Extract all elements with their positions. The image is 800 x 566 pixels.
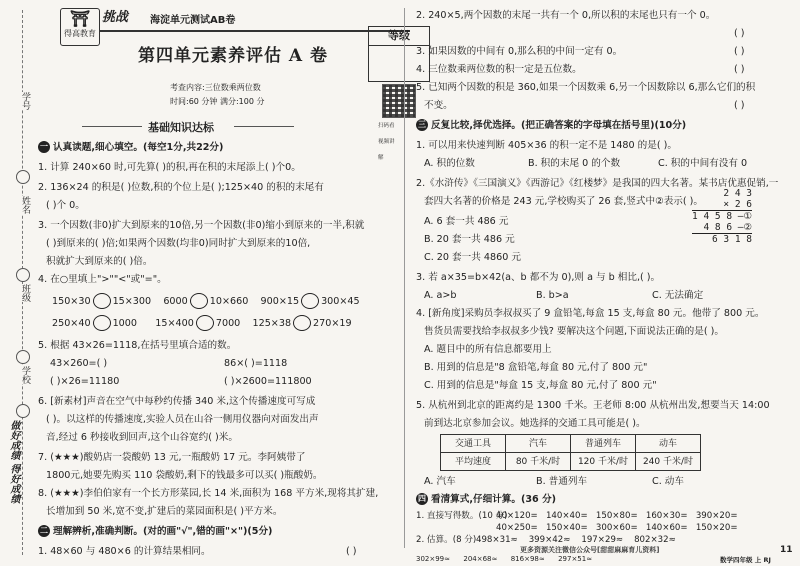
judge-1-answer[interactable]: ( ) bbox=[346, 546, 357, 557]
section-3-title: 反复比较,择优选择。(把正确答案的字母填在括号里)(10分) bbox=[431, 120, 687, 131]
section-2-header bbox=[38, 524, 272, 540]
exam-scope: 考查内容:三位数乘两位数 bbox=[170, 83, 261, 92]
choice-3-option-b[interactable]: B. b>a bbox=[536, 290, 569, 301]
question-5d: ( )×2600=111800 bbox=[224, 376, 312, 387]
margin-label-class: 班级 bbox=[14, 284, 30, 302]
section-badge: 二 bbox=[40, 526, 48, 535]
compare-expr: 150×30 bbox=[52, 296, 91, 307]
choice-1-option-a[interactable]: A. 积的位数 bbox=[424, 158, 475, 169]
calc-item[interactable]: 150×80= bbox=[595, 511, 638, 521]
section-1-header bbox=[38, 140, 223, 156]
question-8-cont: 长增加到 50 米,宽不变,扩建后的菜园面积是( )平方米。 bbox=[46, 506, 283, 517]
compare-expr: 15×300 bbox=[112, 296, 152, 307]
compare-expr: 7000 bbox=[215, 318, 241, 329]
mult-line: 6 3 1 8 bbox=[711, 234, 752, 245]
footer-subject: 数学四年级 上 RJ bbox=[720, 556, 771, 564]
question-1: 1. 计算 240×60 时,可先算( )的积,再在积的末尾添上( )个0。 bbox=[38, 162, 301, 173]
header-rule bbox=[100, 30, 410, 32]
mult-line: × 2 6 bbox=[692, 199, 752, 211]
question-2: 2. 136×24 的积是( )位数,积的个位上是( );125×40 的积的末尾有 bbox=[38, 182, 324, 193]
choice-5-cont: 前到达北京参加会议。她选择的交通工具可能是( )。 bbox=[424, 418, 646, 429]
compare-row-1 bbox=[52, 293, 360, 310]
compare-expr: 6000 bbox=[163, 296, 188, 307]
table-header-cell: 普通列车 bbox=[571, 435, 636, 453]
judge-2: 2. 240×5,两个因数的末尾一共有一个 0,所以积的末尾也只有一个 0。 bbox=[416, 10, 716, 21]
choice-4-option-c[interactable]: C. 用到的信息是"每盒 15 支,每盒 80 元,付了 800 元" bbox=[424, 380, 657, 391]
exam-time-score: 时间:60 分钟 满分:100 分 bbox=[170, 97, 265, 106]
estimate-item[interactable]: 297×51≈ bbox=[558, 555, 593, 563]
choice-4-option-b[interactable]: B. 用到的信息是"8 盒铅笔,每盒 80 元,付了 800 元" bbox=[424, 362, 648, 373]
choice-2-option-b[interactable]: B. 20 套一共 486 元 bbox=[424, 234, 515, 245]
qr-code[interactable] bbox=[382, 84, 416, 118]
question-4: 4. 在○里填上">""<"或"="。 bbox=[38, 274, 167, 285]
answer-circle[interactable] bbox=[293, 315, 311, 331]
section-2-title: 理解辨析,准确判断。(对的画"√",错的画"×")(5分) bbox=[53, 526, 273, 537]
page-number: 11 bbox=[780, 545, 793, 555]
calc-item[interactable]: 40×250= bbox=[496, 523, 538, 533]
choice-4: 4. [新角度]采购员李叔叔买了 9 盒铅笔,每盒 15 支,每盒 80 元。他带了 800 元。 bbox=[416, 308, 765, 319]
mult-line: 4 8 6 —② bbox=[692, 222, 752, 234]
calc-item[interactable]: 160×30= bbox=[645, 511, 688, 521]
compare-expr: 10×660 bbox=[209, 296, 249, 307]
compare-expr: 1000 bbox=[112, 318, 137, 329]
estimate-heading: 2. 估算。(8 分) bbox=[416, 535, 477, 545]
compare-expr: 15×400 bbox=[155, 318, 194, 329]
margin-slogan: 做好成绩 得好成绩 bbox=[8, 420, 19, 504]
publisher-logo bbox=[60, 8, 100, 46]
calc-heading: 1. 直接写得数。(10 分) bbox=[416, 511, 508, 521]
section-1-title: 认真读题,细心填空。(每空1分,共22分) bbox=[53, 142, 224, 153]
judge-1: 1. 48×60 与 480×6 的计算结果相同。 bbox=[38, 546, 211, 557]
choice-5: 5. 从杭州到北京的距离约是 1300 千米。王老师 8:00 从杭州出发,想要当天 14:00 bbox=[416, 400, 770, 411]
punch-hole bbox=[16, 404, 30, 418]
table-row bbox=[441, 435, 701, 453]
estimate-item[interactable]: 498×31≈ bbox=[476, 535, 518, 545]
banner-rule-right bbox=[234, 126, 294, 127]
choice-2-option-a[interactable]: A. 6 套一共 486 元 bbox=[424, 216, 509, 227]
footer-note: 更多资源关注微信公众号[甜甜麻麻育儿资料] bbox=[520, 546, 660, 554]
choice-5-option-c[interactable]: C. 动车 bbox=[652, 476, 684, 487]
section-4-title: 看清算式,仔细计算。(36 分) bbox=[431, 494, 557, 505]
left-column bbox=[38, 0, 410, 566]
margin-label-student-id: 学号 bbox=[14, 92, 30, 110]
choice-2-cont: 套四大名著的价格是 243 元,学校购买了 26 套,竖式中②表示( )。 bbox=[424, 196, 704, 207]
calc-item[interactable]: 390×20= bbox=[695, 511, 738, 521]
choice-2-option-c[interactable]: C. 20 套一共 4860 元 bbox=[424, 252, 521, 263]
calc-item[interactable]: 300×60= bbox=[595, 523, 638, 533]
question-5a: 43×260=( ) bbox=[50, 358, 108, 369]
question-3-cont2: 积就扩大到原来的( )倍。 bbox=[46, 256, 153, 267]
punch-hole bbox=[16, 350, 30, 364]
compare-row-2 bbox=[52, 315, 352, 332]
section-badge: 四 bbox=[418, 494, 426, 503]
judge-2-answer[interactable]: ( ) bbox=[734, 28, 745, 39]
estimate-item[interactable]: 204×68≈ bbox=[463, 555, 498, 563]
page-title: 第四单元素养评估 A 卷 bbox=[138, 46, 329, 66]
logo-text: 得高教育 bbox=[64, 29, 96, 38]
calc-item[interactable]: 40×120= bbox=[496, 511, 538, 521]
choice-2: 2.《水浒传》《三国演义》《西游记》《红楼梦》是我国的四大名著。某书店优惠促销,一 bbox=[416, 178, 779, 189]
question-6: 6. [新素材]声音在空气中每秒约传播 340 米,这个传播速度可写成 bbox=[38, 396, 316, 407]
judge-4: 4. 三位数乘两位数的积一定是五位数。 bbox=[416, 64, 582, 75]
brand-name: 挑战 bbox=[102, 10, 129, 25]
section-banner: 基础知识达标 bbox=[148, 121, 214, 134]
right-column bbox=[416, 0, 788, 566]
compare-expr: 270×19 bbox=[313, 318, 352, 329]
table-cell: 240 千米/时 bbox=[636, 453, 701, 471]
compare-expr: 125×38 bbox=[252, 318, 292, 329]
judge-5: 5. 已知两个因数的积是 360,如果一个因数乘 6,另一个因数除以 6,那么它们的积 bbox=[416, 82, 756, 93]
calc-item[interactable]: 150×20= bbox=[695, 523, 738, 533]
estimate-item[interactable]: 197×29≈ bbox=[581, 535, 624, 545]
question-5b: 86×( )=1118 bbox=[224, 358, 288, 369]
choice-5-option-b[interactable]: B. 普通列车 bbox=[536, 476, 588, 487]
question-6-cont: ( )。以这样的传播速度,实验人员在山谷一侧用仪器向对面发出声 bbox=[46, 414, 319, 425]
margin-label-school: 学校 bbox=[14, 366, 30, 384]
table-cell: 120 千米/时 bbox=[571, 453, 636, 471]
question-8: 8. (★★★)李伯伯家有一个长方形菜园,长 14 米,面积为 168 平方米,现将其扩建, bbox=[38, 488, 379, 499]
column-divider bbox=[404, 8, 405, 548]
table-header-cell: 动车 bbox=[636, 435, 701, 453]
vertical-multiplication bbox=[692, 188, 752, 245]
answer-circle[interactable] bbox=[190, 293, 208, 309]
table-cell: 80 千米/时 bbox=[506, 453, 571, 471]
punch-hole bbox=[16, 268, 30, 282]
choice-1-option-c[interactable]: C. 积的中间有没有 0 bbox=[658, 158, 748, 169]
judge-3: 3. 如果因数的中间有 0,那么积的中间一定有 0。 bbox=[416, 46, 623, 57]
judge-4-answer[interactable]: ( ) bbox=[734, 64, 745, 75]
choice-4-cont: 售货员需要找给李叔叔多少钱? 要解决这个问题,下面说法正确的是( )。 bbox=[424, 326, 724, 337]
gate-icon: ⛩ bbox=[69, 9, 91, 28]
qr-caption: 扫码看视频讲解 bbox=[378, 123, 395, 161]
series-name: 海淀单元测试AB卷 bbox=[150, 15, 236, 26]
estimate-item[interactable]: 399×42≈ bbox=[528, 535, 571, 545]
estimate-row-2 bbox=[416, 555, 592, 564]
grade-label: 等级 bbox=[369, 27, 429, 46]
punch-hole bbox=[16, 170, 30, 184]
mult-line: 1 4 5 8 —① bbox=[692, 211, 752, 222]
table-header-cell: 汽车 bbox=[506, 435, 571, 453]
margin-label-name: 姓名 bbox=[14, 196, 30, 214]
answer-circle[interactable] bbox=[93, 315, 111, 331]
transport-table bbox=[440, 434, 701, 471]
compare-expr: 900×15 bbox=[260, 296, 300, 307]
judge-5-answer[interactable]: ( ) bbox=[734, 100, 745, 111]
judge-5-cont: 不变。 bbox=[424, 100, 453, 111]
estimate-item[interactable]: 302×99≈ bbox=[416, 555, 450, 563]
estimate-item[interactable]: 802×32≈ bbox=[634, 535, 676, 545]
question-5: 5. 根据 43×26=1118,在括号里填合适的数。 bbox=[38, 340, 237, 351]
choice-3-option-a[interactable]: A. a>b bbox=[424, 290, 457, 301]
table-cell: 平均速度 bbox=[441, 453, 506, 471]
compare-expr: 300×45 bbox=[321, 296, 360, 307]
choice-5-option-a[interactable]: A. 汽车 bbox=[424, 476, 456, 487]
question-5c: ( )×26=11180 bbox=[50, 376, 120, 387]
calc-item[interactable]: 140×60= bbox=[645, 523, 688, 533]
choice-1: 1. 可以用来快速判断 405×36 的积一定不是 1480 的是( )。 bbox=[416, 140, 678, 151]
question-6-cont2: 音,经过 6 秒接收到回声,这个山谷宽约( )米。 bbox=[46, 432, 238, 443]
question-7: 7. (★★★)酸奶店一袋酸奶 13 元,一瓶酸奶 17 元。李阿姨带了 bbox=[38, 452, 306, 463]
table-header-cell: 交通工具 bbox=[441, 435, 506, 453]
section-badge: 一 bbox=[40, 142, 48, 151]
calc-item[interactable]: 140×40= bbox=[545, 511, 588, 521]
question-2-cont: ( )个 0。 bbox=[46, 200, 85, 211]
section-badge: 三 bbox=[418, 120, 426, 129]
question-3-cont: ( )到原来的( )倍;如果两个因数(均非0)同时扩大到原来的10倍, bbox=[46, 238, 311, 249]
banner-rule-left bbox=[82, 126, 142, 127]
question-7-cont: 1800元,她要先购买 110 袋酸奶,剩下的钱最多可以买( )瓶酸奶。 bbox=[46, 470, 323, 481]
calc-item[interactable]: 150×40= bbox=[545, 523, 588, 533]
mult-line: 2 4 3 bbox=[723, 188, 752, 199]
judge-3-answer[interactable]: ( ) bbox=[734, 46, 745, 57]
section-4-header bbox=[416, 492, 556, 508]
answer-circle[interactable] bbox=[301, 293, 319, 309]
choice-3-option-c[interactable]: C. 无法确定 bbox=[652, 290, 704, 301]
compare-expr: 250×40 bbox=[52, 318, 91, 329]
estimate-item[interactable]: 816×98≈ bbox=[510, 555, 545, 563]
choice-4-option-a[interactable]: A. 题目中的所有信息都要用上 bbox=[424, 344, 552, 355]
answer-circle[interactable] bbox=[93, 293, 111, 309]
section-3-header bbox=[416, 118, 686, 134]
answer-circle[interactable] bbox=[196, 315, 214, 331]
table-row bbox=[441, 453, 701, 471]
choice-3: 3. 若 a×35=b×42(a、b 都不为 0),则 a 与 b 相比,( )。 bbox=[416, 272, 661, 283]
question-3: 3. 一个因数(非0)扩大到原来的10倍,另一个因数(非0)缩小到原来的一半,积就 bbox=[38, 220, 365, 231]
choice-1-option-b[interactable]: B. 积的末尾 0 的个数 bbox=[528, 158, 621, 169]
